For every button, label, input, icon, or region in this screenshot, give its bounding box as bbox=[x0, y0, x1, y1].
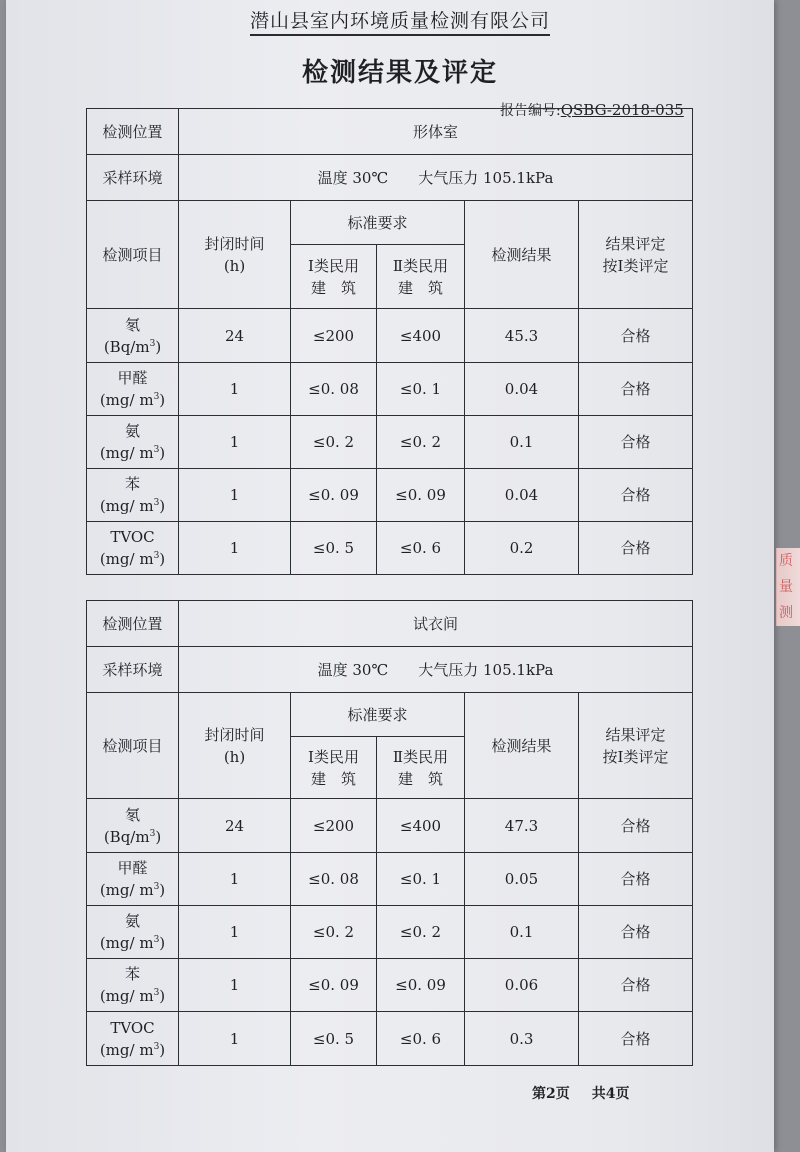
table-row bbox=[87, 853, 693, 906]
result-header: 检测结果 bbox=[465, 201, 579, 309]
closure-hours: 1 bbox=[179, 522, 291, 575]
class2-limit: ≤400 bbox=[377, 799, 465, 853]
class1-limit: ≤0. 2 bbox=[291, 416, 377, 469]
evaluation-value: 合格 bbox=[579, 469, 693, 522]
table-row bbox=[87, 416, 693, 469]
standard-header: 标准要求 bbox=[291, 693, 465, 737]
evaluation-value: 合格 bbox=[579, 853, 693, 906]
evaluation-value: 合格 bbox=[579, 1012, 693, 1066]
class1-header: Ⅰ类民用 建 筑 bbox=[291, 245, 377, 309]
class1-header: Ⅰ类民用 建 筑 bbox=[291, 737, 377, 799]
class1-limit: ≤0. 08 bbox=[291, 853, 377, 906]
environment-value: 温度 30℃ 大气压力 105.1kPa bbox=[179, 155, 693, 201]
closure-hours: 1 bbox=[179, 853, 291, 906]
item-name: 氨 (mg/ $m^3$) bbox=[87, 906, 179, 959]
seal-stamp-text: 质量 bbox=[779, 553, 793, 595]
page-footer bbox=[532, 1083, 630, 1103]
class2-limit: ≤0. 1 bbox=[377, 363, 465, 416]
result-header: 检测结果 bbox=[465, 693, 579, 799]
item-name: 氨 (mg/ $m^3$) bbox=[87, 416, 179, 469]
class2-limit: ≤0. 09 bbox=[377, 959, 465, 1012]
table-row bbox=[87, 522, 693, 575]
closure-header: 封闭时间 (h) bbox=[179, 201, 291, 309]
class2-limit: ≤0. 6 bbox=[377, 1012, 465, 1066]
class2-header: Ⅱ类民用 建 筑 bbox=[377, 737, 465, 799]
environment-value: 温度 30℃ 大气压力 105.1kPa bbox=[179, 647, 693, 693]
evaluation-value: 合格 bbox=[579, 959, 693, 1012]
result-value: 0.06 bbox=[465, 959, 579, 1012]
class1-limit: ≤200 bbox=[291, 799, 377, 853]
location-label: 检测位置 bbox=[87, 601, 179, 647]
class2-header: Ⅱ类民用 建 筑 bbox=[377, 245, 465, 309]
closure-hours: 1 bbox=[179, 959, 291, 1012]
standard-header: 标准要求 bbox=[291, 201, 465, 245]
closure-hours: 1 bbox=[179, 363, 291, 416]
item-name: 甲醛 (mg/ $m^3$) bbox=[87, 363, 179, 416]
closure-hours: 1 bbox=[179, 1012, 291, 1066]
closure-hours: 24 bbox=[179, 309, 291, 363]
page-number: 第2页 bbox=[532, 1086, 570, 1102]
closure-hours: 24 bbox=[179, 799, 291, 853]
class1-limit: ≤200 bbox=[291, 309, 377, 363]
class1-limit: ≤0. 09 bbox=[291, 959, 377, 1012]
result-table bbox=[86, 108, 693, 575]
location-value: 试衣间 bbox=[179, 601, 693, 647]
closure-header: 封闭时间 (h) bbox=[179, 693, 291, 799]
result-value: 0.3 bbox=[465, 1012, 579, 1066]
class1-limit: ≤0. 08 bbox=[291, 363, 377, 416]
table-row bbox=[87, 906, 693, 959]
class2-limit: ≤0. 09 bbox=[377, 469, 465, 522]
page-total: 共4页 bbox=[591, 1086, 630, 1102]
table-row bbox=[87, 959, 693, 1012]
class1-limit: ≤0. 09 bbox=[291, 469, 377, 522]
class2-limit: ≤0. 6 bbox=[377, 522, 465, 575]
class2-limit: ≤0. 2 bbox=[377, 416, 465, 469]
item-name: TVOC (mg/ $m^3$) bbox=[87, 522, 179, 575]
evaluation-value: 合格 bbox=[579, 522, 693, 575]
evaluation-header: 结果评定 按Ⅰ类评定 bbox=[579, 693, 693, 799]
result-value: 0.2 bbox=[465, 522, 579, 575]
seal-stamp-text: 测 bbox=[779, 605, 793, 621]
class1-limit: ≤0. 5 bbox=[291, 1012, 377, 1066]
result-value: 0.1 bbox=[465, 906, 579, 959]
item-name: 氡 $(Bq/m^3)$ bbox=[87, 309, 179, 363]
item-name: 苯 (mg/ $m^3$) bbox=[87, 469, 179, 522]
table-row bbox=[87, 799, 693, 853]
report-number-value: QSBG-2018-035 bbox=[560, 101, 684, 119]
closure-hours: 1 bbox=[179, 906, 291, 959]
class2-limit: ≤0. 1 bbox=[377, 853, 465, 906]
evaluation-header: 结果评定 按Ⅰ类评定 bbox=[579, 201, 693, 309]
class1-limit: ≤0. 2 bbox=[291, 906, 377, 959]
closure-hours: 1 bbox=[179, 469, 291, 522]
result-table bbox=[86, 600, 693, 1066]
evaluation-value: 合格 bbox=[579, 309, 693, 363]
result-value: 0.1 bbox=[465, 416, 579, 469]
item-name: 甲醛 (mg/ $m^3$) bbox=[87, 853, 179, 906]
table-row bbox=[87, 309, 693, 363]
class1-limit: ≤0. 5 bbox=[291, 522, 377, 575]
page-title: 检测结果及评定 bbox=[301, 58, 498, 88]
location-value: 形体室 bbox=[179, 109, 693, 155]
evaluation-value: 合格 bbox=[579, 799, 693, 853]
result-value: 47.3 bbox=[465, 799, 579, 853]
evaluation-value: 合格 bbox=[579, 906, 693, 959]
report-number-label: 报告编号: bbox=[500, 103, 561, 119]
seal-stamp-fragment bbox=[776, 548, 800, 626]
item-header: 检测项目 bbox=[87, 693, 179, 799]
table-row bbox=[87, 469, 693, 522]
result-value: 0.05 bbox=[465, 853, 579, 906]
class2-limit: ≤400 bbox=[377, 309, 465, 363]
item-header: 检测项目 bbox=[87, 201, 179, 309]
item-name: 苯 (mg/ $m^3$) bbox=[87, 959, 179, 1012]
evaluation-value: 合格 bbox=[579, 363, 693, 416]
evaluation-value: 合格 bbox=[579, 416, 693, 469]
table-row bbox=[87, 1012, 693, 1066]
environment-label: 采样环境 bbox=[87, 647, 179, 693]
result-value: 0.04 bbox=[465, 363, 579, 416]
closure-hours: 1 bbox=[179, 416, 291, 469]
table-row bbox=[87, 363, 693, 416]
item-name: TVOC (mg/ $m^3$) bbox=[87, 1012, 179, 1066]
result-value: 0.04 bbox=[465, 469, 579, 522]
location-label: 检测位置 bbox=[87, 109, 179, 155]
item-name: 氡 $(Bq/m^3)$ bbox=[87, 799, 179, 853]
class2-limit: ≤0. 2 bbox=[377, 906, 465, 959]
environment-label: 采样环境 bbox=[87, 155, 179, 201]
result-value: 45.3 bbox=[465, 309, 579, 363]
company-name: 潜山县室内环境质量检测有限公司 bbox=[0, 6, 800, 33]
